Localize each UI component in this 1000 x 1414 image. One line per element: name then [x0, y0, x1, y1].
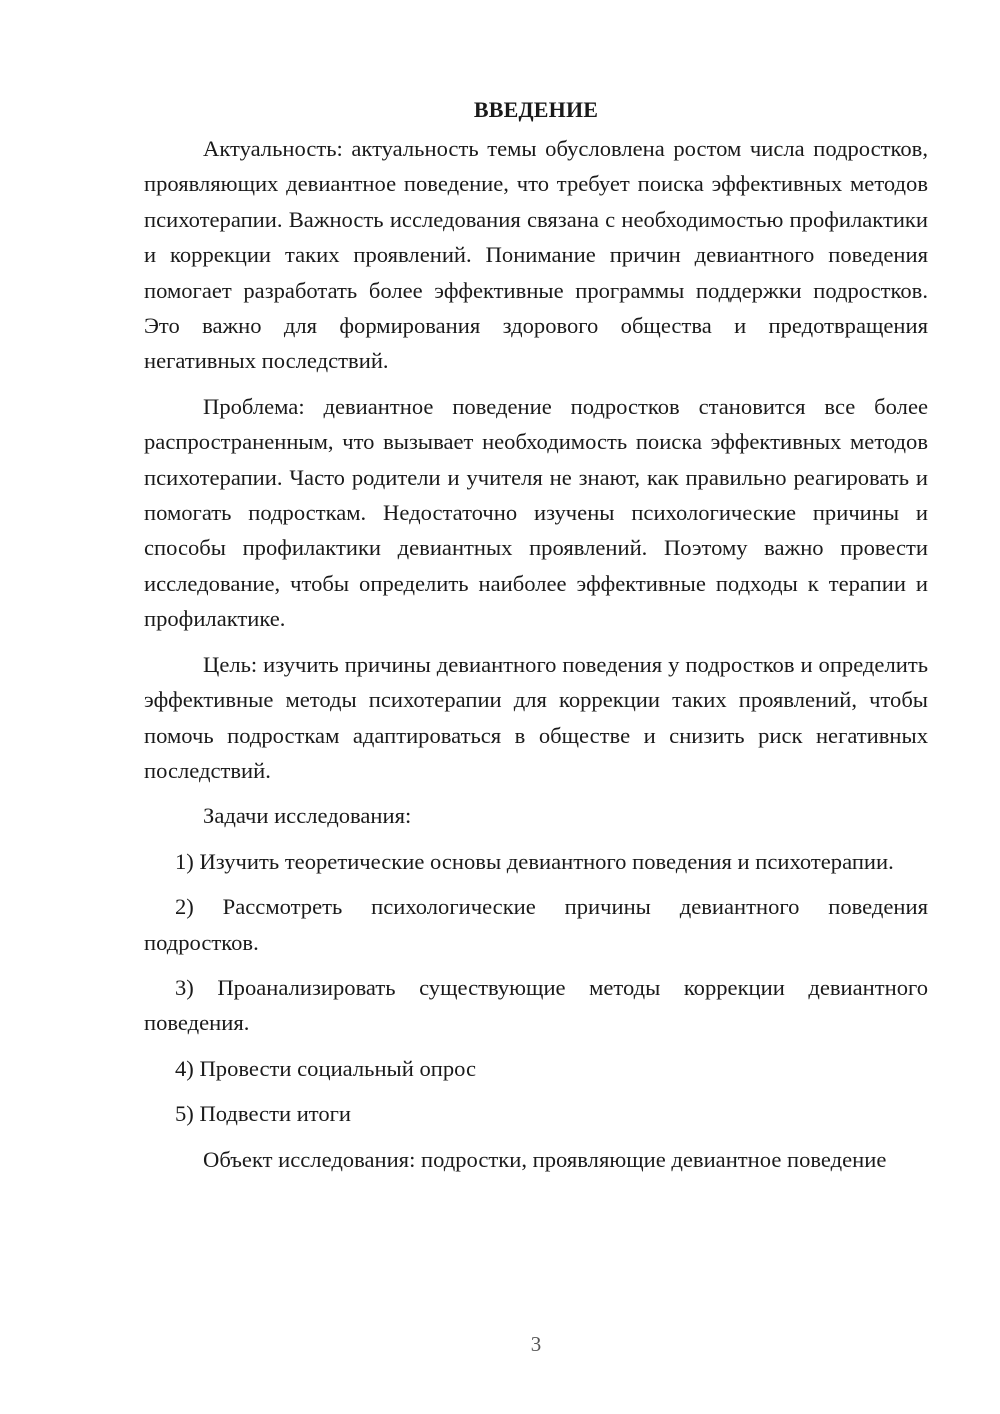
task-item-1: 1) Изучить теоретические основы девиантного поведения и психотерапии. [175, 848, 894, 874]
task-item-4: 4) Провести социальный опрос [175, 1055, 477, 1081]
goal-paragraph: Цель: изучить причины девиантного поведения у подростков и определить эффективные методы психотерапии для коррекции таких проявлений, чтобы помочь подросткам адаптироваться в обществе и снизить риск негативных последствий. [144, 651, 928, 783]
page-number: 3 [530, 1332, 542, 1356]
task-item-2: 2) Рассмотреть психологические причины девиантного поведения подростков. [144, 894, 928, 955]
object-paragraph: Объект исследования: подростки, проявляющие девиантное поведение [203, 1146, 887, 1172]
task-item-5: 5) Подвести итоги [175, 1101, 352, 1127]
relevance-paragraph: Актуальность: актуальность темы обусловлена ростом числа подростков, проявляющих девиантное поведение, что требует поиска эффективных методов психотерапии. Важность исследования связана с необходимостью профилактики и коррекции таких проявлений. Понимание причин девиантного поведения помогает разработать более эффективные программы поддержки подростков. Это важно для формирования здорового общества и предотвращения негативных последствий. [144, 136, 928, 374]
document-page [144, 92, 928, 1177]
task-item-3: 3) Проанализировать существующие методы коррекции девиантного поведения. [144, 974, 928, 1036]
tasks-heading: Задачи исследования: [203, 803, 412, 829]
problem-paragraph: Проблема: девиантное поведение подростков становится все более распространенным, что вызывает необходимость поиска эффективных методов психотерапии. Часто родители и учителя не знают, как правильно реагировать и помогать подросткам. Недостаточно изучены психологические причины и способы профилактики девиантных проявлений. Поэтому важно провести исследование, чтобы определить наиболее эффективные подходы к терапии и профилактике. [144, 393, 928, 632]
section-heading: ВВЕДЕНИЕ [473, 97, 599, 122]
